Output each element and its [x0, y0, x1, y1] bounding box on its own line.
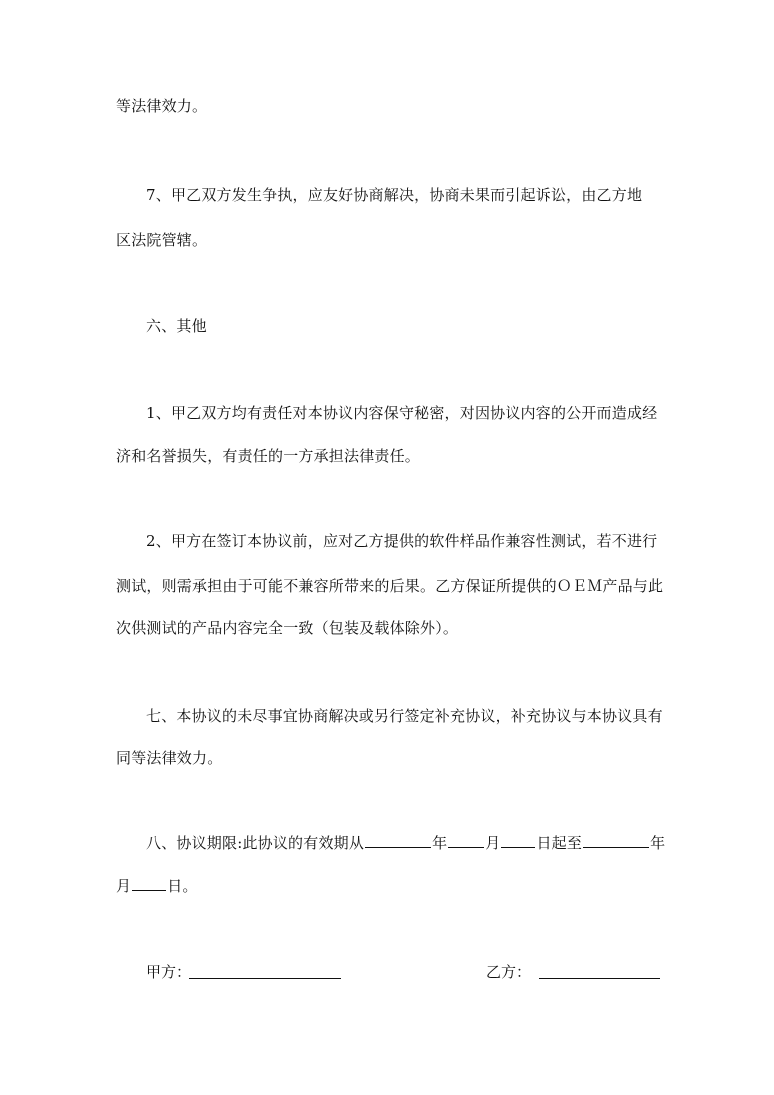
section-heading: 六、其他	[146, 317, 207, 335]
day-label: 日起至	[536, 834, 583, 852]
term-clause-line	[116, 876, 661, 896]
paragraph-line: 等法律效力。	[116, 97, 208, 115]
party-a-label: 甲方：	[146, 963, 192, 981]
paragraph-line: 7、甲乙双方发生争执，应友好协商解决，协商未果而引起诉讼，由乙方地	[146, 186, 643, 204]
start-year-blank[interactable]	[365, 833, 431, 848]
year-label: 年	[650, 834, 666, 852]
end-year-blank[interactable]	[583, 833, 649, 848]
start-day-blank[interactable]	[501, 833, 535, 848]
day-label: 日。	[167, 877, 198, 895]
month-label: 月	[485, 834, 501, 852]
term-clause-line	[146, 833, 691, 853]
paragraph-line: 1、甲乙双方均有责任对本协议内容保守秘密，对因协议内容的公开而造成经	[146, 404, 658, 422]
paragraph-line: 同等法律效力。	[116, 749, 223, 767]
party-b-label: 乙方：	[486, 963, 532, 981]
year-label: 年	[432, 834, 448, 852]
term-clause-prefix: 八、协议期限:此协议的有效期从	[146, 834, 365, 852]
paragraph-line: 测试，则需承担由于可能不兼容所带来的后果。乙方保证所提供的ＯＥＭ产品与此	[116, 577, 664, 595]
month-label: 月	[116, 877, 132, 895]
party-a-signature-line[interactable]	[189, 977, 341, 979]
paragraph-line: 2、甲方在签订本协议前，应对乙方提供的软件样品作兼容性测试，若不进行	[146, 532, 658, 550]
paragraph-line: 区法院管辖。	[116, 231, 208, 249]
party-b-signature-line[interactable]	[539, 977, 660, 979]
paragraph-line: 次供测试的产品内容完全一致（包装及载体除外）。	[116, 619, 459, 637]
paragraph-line: 济和名誉损失，有责任的一方承担法律责任。	[116, 447, 421, 465]
section-heading: 七、本协议的未尽事宜协商解决或另行签定补充协议，补充协议与本协议具有	[146, 707, 663, 725]
end-day-blank[interactable]	[132, 876, 166, 891]
start-month-blank[interactable]	[448, 833, 484, 848]
